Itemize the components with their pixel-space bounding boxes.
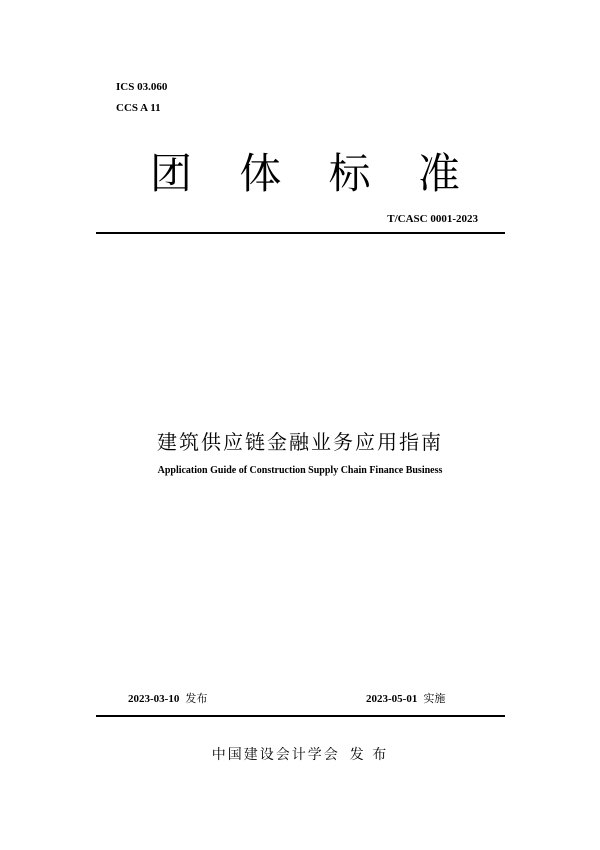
ics-code: ICS 03.060 <box>116 81 168 93</box>
document-type-heading <box>150 146 460 202</box>
release-date: 2023-03-10 <box>128 693 180 705</box>
publisher-name: 中国建设会计学会 <box>211 747 340 763</box>
ccs-code: CCS A 11 <box>116 102 161 114</box>
heading-char-4: 准 <box>417 149 460 198</box>
publisher-action: 发 布 <box>349 747 389 763</box>
release-info <box>128 692 207 706</box>
implement-date: 2023-05-01 <box>366 693 418 705</box>
implement-label: 实施 <box>423 692 446 705</box>
implement-info <box>366 692 445 706</box>
heading-char-3: 标 <box>328 149 371 198</box>
heading-char-1: 团 <box>150 149 193 198</box>
bottom-divider <box>96 715 505 717</box>
publisher-line <box>0 745 600 765</box>
document-title-english: Application Guide of Construction Supply Chain Finance Business <box>157 465 443 476</box>
document-title-chinese: 建筑供应链金融业务应用指南 <box>157 430 443 454</box>
top-divider <box>96 232 505 234</box>
standard-number: T/CASC 0001-2023 <box>387 213 478 225</box>
release-label: 发布 <box>185 692 208 705</box>
heading-char-2: 体 <box>239 149 282 198</box>
